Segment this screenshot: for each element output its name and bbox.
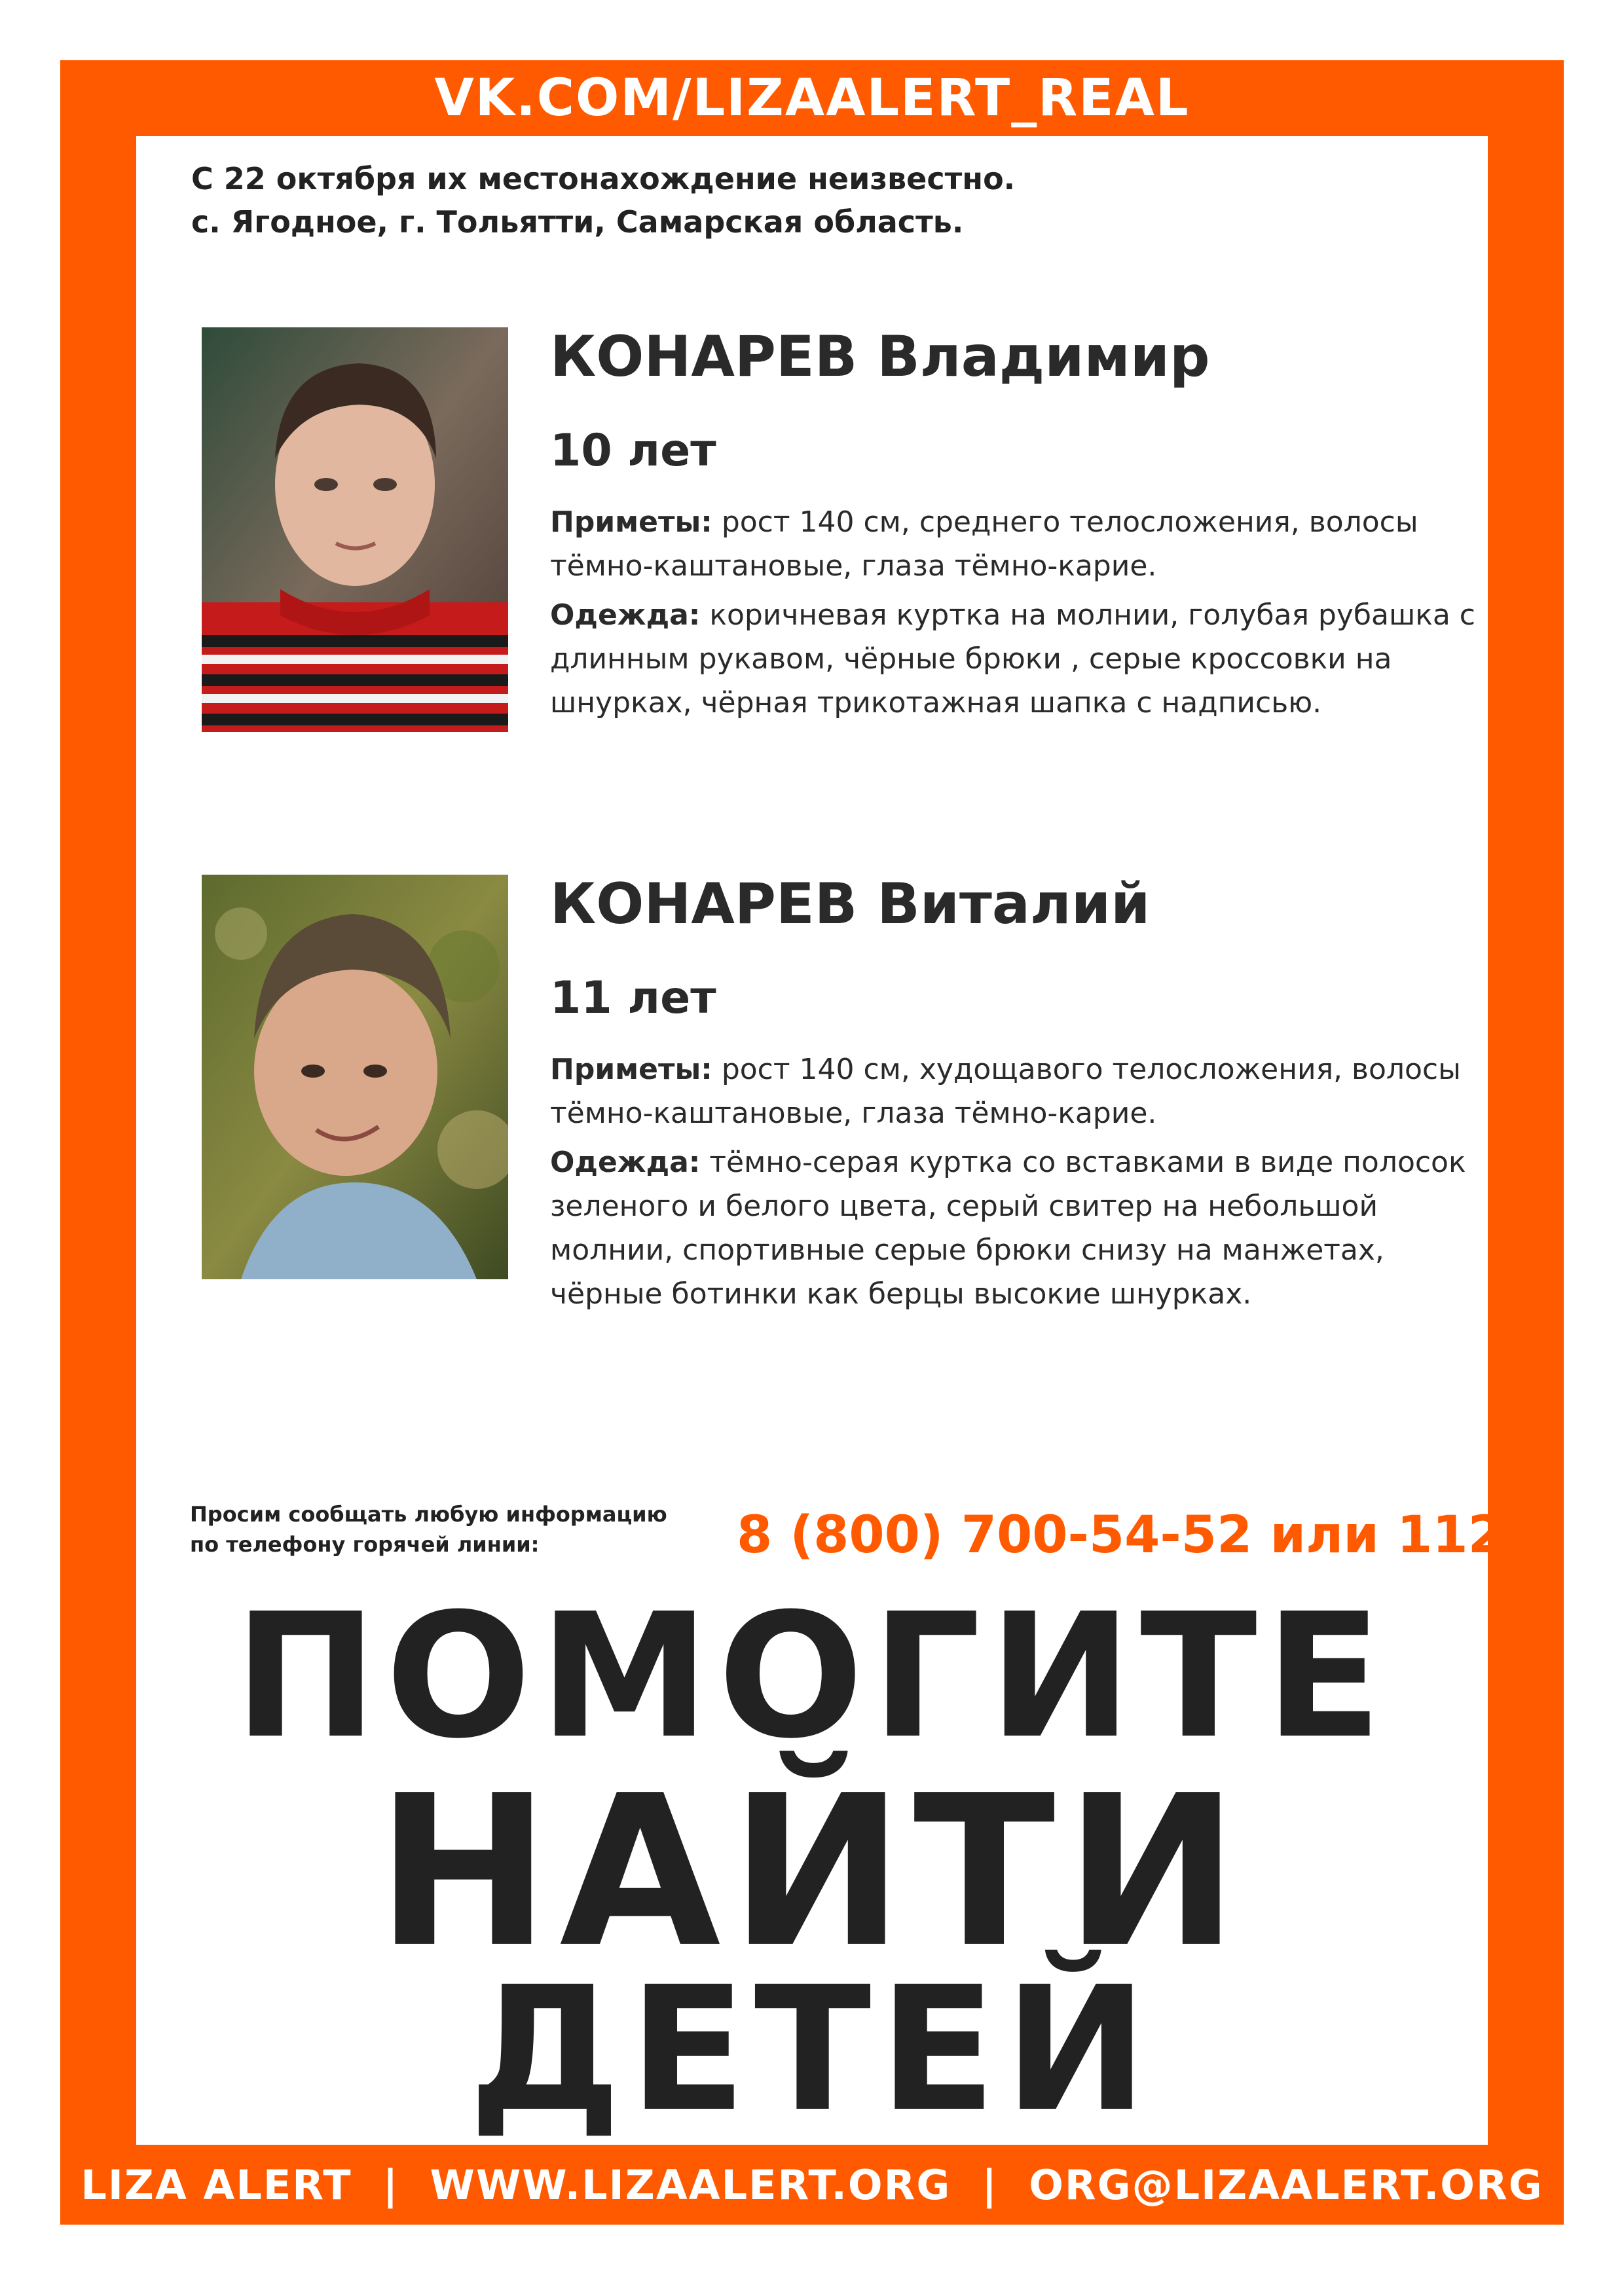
intro-location: с. Ягодное, г. Тольятти, Самарская область. [191, 204, 964, 240]
signs-text: рост 140 см, худощавого телосложения, волосы тёмно-каштановые, глаза тёмно-карие. [550, 1053, 1461, 1130]
person-name: КОНАРЕВ Владимир [550, 324, 1210, 390]
hotline-phone[interactable]: 8 (800) 700-54-52 или 112 [737, 1506, 1504, 1565]
intro-block [191, 157, 1015, 244]
footer-contacts[interactable]: LIZA ALERT | WWW.LIZAALERT.ORG | ORG@LIZAALERT.ORG [81, 2160, 1543, 2209]
photo-vitaly [202, 875, 508, 1279]
person-clothes [550, 593, 1480, 725]
person-signs [550, 1048, 1480, 1135]
person-card-vladimir [550, 321, 1480, 730]
hotline-note-line2: по телефону горячей линии: [190, 1532, 540, 1557]
clothes-label: Одежда: [550, 598, 701, 632]
person-signs [550, 500, 1480, 588]
signs-label: Приметы: [550, 1053, 712, 1086]
headline-find: НАЙТИ [376, 1751, 1248, 1993]
person-name: КОНАРЕВ Виталий [550, 871, 1151, 937]
clothes-text: коричневая куртка на молнии, голубая рубашка с длинным рукавом, чёрные брюки , серые кроссовки на шнурках, чёрная трикотажная шапка с надписью. [550, 598, 1475, 720]
signs-text: рост 140 см, среднего телосложения, волосы тёмно-каштановые, глаза тёмно-карие. [550, 505, 1418, 583]
hotline-note [190, 1499, 667, 1559]
header-url[interactable]: VK.COM/LIZAALERT_REAL [434, 69, 1190, 128]
photo-vladimir [202, 327, 508, 732]
person-age: 10 лет [550, 425, 716, 477]
person-clothes [550, 1140, 1480, 1316]
clothes-label: Одежда: [550, 1146, 701, 1179]
headline-help: ПОМОГИТЕ [234, 1576, 1390, 1776]
clothes-text: тёмно-серая куртка со вставками в виде полосок зеленого и белого цвета, серый свитер на небольшой молнии, спортивные серые брюки снизу на манжетах, чёрные ботинки как берцы высокие шнурках. [550, 1146, 1466, 1311]
person-card-vitaly [550, 868, 1480, 1321]
signs-label: Приметы: [550, 505, 712, 539]
person-age: 11 лет [550, 972, 716, 1024]
hotline-note-line1: Просим сообщать любую информацию [190, 1502, 667, 1527]
headline-children: ДЕТЕЙ [468, 1950, 1156, 2149]
intro-date: С 22 октября их местонахождение неизвестно. [191, 161, 1016, 196]
